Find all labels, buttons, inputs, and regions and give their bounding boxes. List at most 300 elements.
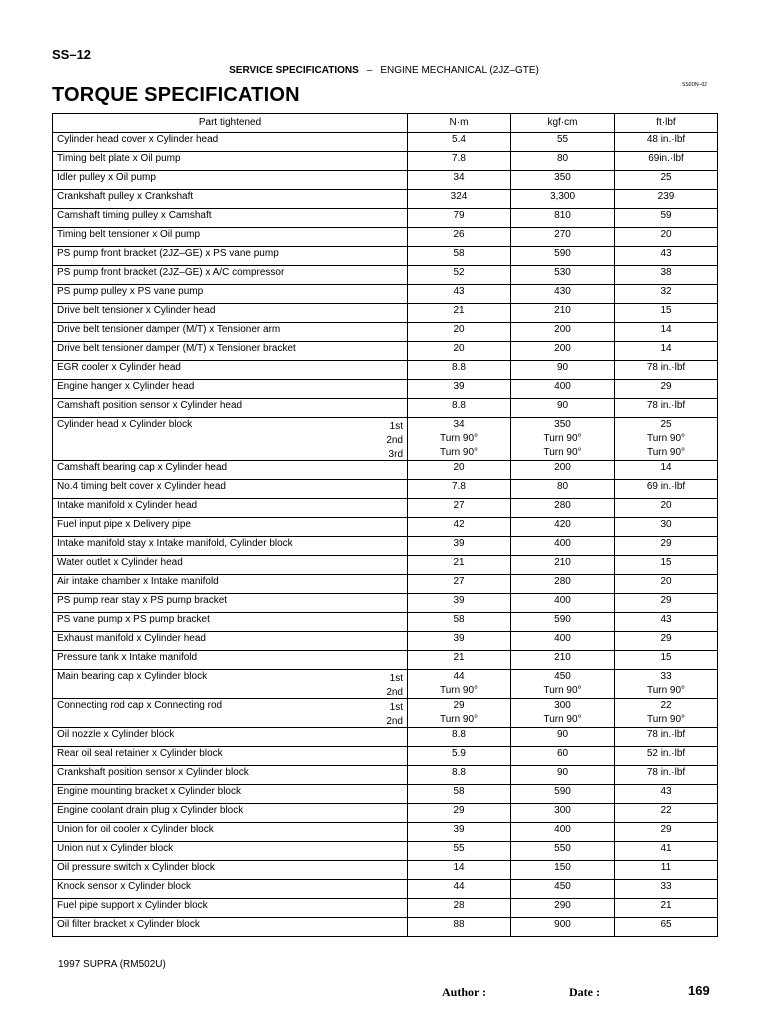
value: 3,300 [549,191,576,202]
value: 20 [453,324,465,335]
value: 590 [554,614,571,625]
nm-cell [408,823,511,842]
part-name: EGR cooler x Cylinder head [57,362,181,373]
nm-cell [408,461,511,480]
kgfcm-cell [511,632,615,651]
part-name: Intake manifold x Cylinder head [57,500,198,511]
value: 88 [453,919,465,930]
value: 39 [453,824,465,835]
kgfcm-cell [511,823,615,842]
nm-cell [408,171,511,190]
part-cell [53,190,408,209]
part-name: Oil nozzle x Cylinder block [57,729,175,740]
part-cell [53,361,408,380]
step-label: 2nd [386,716,403,727]
table-row [53,651,718,670]
table-row [53,823,718,842]
part-name: Drive belt tensioner damper (M/T) x Tensioner arm [57,324,281,335]
part-name: Union nut x Cylinder block [57,843,174,854]
value: 43 [453,286,465,297]
kgfcm-cell [511,747,615,766]
table-row [53,285,718,304]
part-name: Camshaft timing pulley x Camshaft [57,210,212,221]
ftlbf-cell [615,537,718,556]
part-name: Engine coolant drain plug x Cylinder block [57,805,244,816]
part-name: Exhaust manifold x Cylinder head [57,633,206,644]
nm-cell [408,285,511,304]
kgfcm-cell [511,133,615,152]
part-name: Connecting rod cap x Connecting rod [57,700,223,711]
value: 39 [453,595,465,606]
nm-cell [408,399,511,418]
part-cell [53,556,408,575]
value: 400 [554,633,571,644]
kgfcm-cell [511,861,615,880]
part-name: Air intake chamber x Intake manifold [57,576,219,587]
value: 59 [660,210,672,221]
value: 32 [660,286,672,297]
value: Turn 90° [646,433,686,444]
column-header-part: Part tightened [53,114,408,133]
value: 280 [554,576,571,587]
value: 39 [453,381,465,392]
value: 25 [660,419,672,430]
value: 80 [556,481,569,492]
ftlbf-cell [615,842,718,861]
ftlbf-cell [615,190,718,209]
ftlbf-cell [615,728,718,747]
table-body [53,133,718,937]
value: 15 [660,652,672,663]
part-cell [53,228,408,247]
value: 210 [554,557,571,568]
footer-model: 1997 SUPRA (RM502U) [58,959,166,970]
value: 21 [453,557,465,568]
part-cell [53,499,408,518]
ftlbf-cell [615,133,718,152]
torque-spec-table [52,113,718,937]
part-cell [53,537,408,556]
nm-cell [408,613,511,632]
tightening-steps [386,420,403,462]
value: 5.4 [452,134,466,145]
footer-author-label: Author : [442,985,487,999]
table-row [53,728,718,747]
nm-cell [408,499,511,518]
value: Turn 90° [439,685,479,696]
table-row [53,594,718,613]
table-row [53,342,718,361]
kgfcm-cell [511,556,615,575]
value: 20 [453,462,465,473]
part-cell [53,304,408,323]
value: 14 [660,462,672,473]
table-row [53,747,718,766]
nm-cell [408,518,511,537]
ftlbf-cell [615,766,718,785]
ftlbf-cell [615,518,718,537]
table-row [53,518,718,537]
value: Turn 90° [646,685,686,696]
kgfcm-cell [511,285,615,304]
kgfcm-cell [511,152,615,171]
nm-cell [408,747,511,766]
part-cell [53,651,408,670]
ftlbf-cell [615,575,718,594]
ftlbf-cell [615,880,718,899]
value: Turn 90° [439,714,479,725]
part-name: Timing belt tensioner x Oil pump [57,229,201,240]
ftlbf-cell [615,804,718,823]
table-row [53,418,718,461]
nm-cell [408,480,511,499]
table-row [53,699,718,728]
ftlbf-cell [615,823,718,842]
nm-cell [408,632,511,651]
kgfcm-cell [511,842,615,861]
kgfcm-cell [511,418,615,461]
part-cell [53,766,408,785]
table-row [53,842,718,861]
section-separator: – [366,65,373,76]
nm-cell [408,766,511,785]
kgfcm-cell [511,190,615,209]
value: 350 [554,419,571,430]
part-name: Camshaft bearing cap x Cylinder head [57,462,228,473]
kgfcm-cell [511,918,615,937]
ftlbf-cell [615,899,718,918]
part-name: Rear oil seal retainer x Cylinder block [57,748,223,759]
ftlbf-cell [615,747,718,766]
ftlbf-cell [615,499,718,518]
nm-cell [408,537,511,556]
value: 8.8 [452,400,466,411]
table-row [53,613,718,632]
section-subtitle: ENGINE MECHANICAL (2JZ–GTE) [380,65,539,76]
value: 38 [660,267,672,278]
value: 52 in.·lbf [646,748,686,759]
table-row [53,575,718,594]
ftlbf-cell [615,556,718,575]
value: 22 [660,805,672,816]
kgfcm-cell [511,361,615,380]
value: 29 [660,381,672,392]
kgfcm-cell [511,537,615,556]
ftlbf-cell [615,247,718,266]
value: 15 [660,305,672,316]
kgfcm-cell [511,399,615,418]
value: 29 [660,633,672,644]
tightening-steps [386,701,403,729]
nm-cell [408,880,511,899]
value: Turn 90° [543,714,582,725]
table-row [53,304,718,323]
value: 200 [554,343,571,354]
nm-cell [408,418,511,461]
value: 78 in.·lbf [646,729,686,740]
value: 20 [660,500,672,511]
kgfcm-cell [511,342,615,361]
value: 79 [453,210,465,221]
value: 300 [554,805,571,816]
part-cell [53,670,408,699]
step-label: 3rd [388,449,403,460]
nm-cell [408,899,511,918]
part-cell [53,594,408,613]
value: 21 [453,652,465,663]
kgfcm-cell [511,380,615,399]
value: 590 [554,786,571,797]
nm-cell [408,247,511,266]
value: 210 [554,305,571,316]
value: 8.8 [452,767,466,778]
ftlbf-cell [615,285,718,304]
value: 34 [453,419,465,430]
nm-cell [408,842,511,861]
table-row [53,537,718,556]
kgfcm-cell [511,728,615,747]
part-cell [53,575,408,594]
value: Turn 90° [646,447,686,458]
table-row [53,918,718,937]
section-title: SERVICE SPECIFICATIONS [229,65,359,76]
value: 20 [660,576,672,587]
part-cell [53,785,408,804]
column-header-nm: N·m [408,114,511,133]
value: 26 [453,229,465,240]
ftlbf-cell [615,304,718,323]
value: 22 [660,700,672,711]
part-name: Fuel input pipe x Delivery pipe [57,519,191,530]
value: 42 [453,519,465,530]
table-row [53,670,718,699]
value: 29 [453,700,465,711]
table-row [53,380,718,399]
part-name: Intake manifold stay x Intake manifold, Cylinder block [57,538,293,549]
value: 90 [556,362,569,373]
part-name: Engine hanger x Cylinder head [57,381,195,392]
value: 48 in.·lbf [646,134,686,145]
nm-cell [408,594,511,613]
ftlbf-cell [615,594,718,613]
part-name: Pressure tank x Intake manifold [57,652,198,663]
value: 450 [554,881,571,892]
part-cell [53,861,408,880]
value: 400 [554,538,571,549]
value: 550 [554,843,571,854]
ftlbf-cell [615,323,718,342]
table-row [53,461,718,480]
kgfcm-cell [511,613,615,632]
part-name: PS pump rear stay x PS pump bracket [57,595,228,606]
part-cell [53,613,408,632]
value: 27 [453,576,465,587]
table-row [53,804,718,823]
nm-cell [408,670,511,699]
part-name: Oil pressure switch x Cylinder block [57,862,215,873]
nm-cell [408,266,511,285]
value: 200 [554,462,571,473]
part-cell [53,152,408,171]
value: 25 [660,172,672,183]
value: 90 [556,400,569,411]
part-cell [53,209,408,228]
kgfcm-cell [511,594,615,613]
step-label: 1st [389,673,403,684]
value: 58 [453,786,465,797]
value: 44 [453,671,465,682]
part-name: PS pump pulley x PS vane pump [57,286,204,297]
nm-cell [408,304,511,323]
part-cell [53,518,408,537]
value: 44 [453,881,465,892]
kgfcm-cell [511,461,615,480]
value: 530 [554,267,571,278]
value: 90 [556,767,569,778]
ftlbf-cell [615,266,718,285]
value: 270 [554,229,571,240]
table-row [53,499,718,518]
kgfcm-cell [511,499,615,518]
value: 27 [453,500,465,511]
value: 41 [660,843,672,854]
nm-cell [408,380,511,399]
table-row [53,480,718,499]
part-cell [53,399,408,418]
kgfcm-cell [511,899,615,918]
value: 14 [453,862,465,873]
kgfcm-cell [511,766,615,785]
table-row [53,171,718,190]
value: 29 [660,824,672,835]
part-cell [53,380,408,399]
kgfcm-cell [511,651,615,670]
part-cell [53,418,408,461]
ftlbf-cell [615,380,718,399]
part-cell [53,804,408,823]
part-cell [53,842,408,861]
value: 20 [453,343,465,354]
ftlbf-cell [615,152,718,171]
part-name: Fuel pipe support x Cylinder block [57,900,208,911]
part-name: Timing belt plate x Oil pump [57,153,181,164]
value: Turn 90° [543,447,582,458]
part-cell [53,461,408,480]
value: 7.8 [452,153,466,164]
value: 7.8 [452,481,466,492]
table-row [53,399,718,418]
value: 15 [660,557,672,568]
value: Turn 90° [646,714,686,725]
value: 65 [660,919,672,930]
table-row [53,247,718,266]
table-row [53,190,718,209]
ftlbf-cell [615,361,718,380]
ftlbf-cell [615,632,718,651]
value: 400 [554,381,571,392]
value: 39 [453,538,465,549]
table-row [53,133,718,152]
part-cell [53,632,408,651]
nm-cell [408,361,511,380]
value: Turn 90° [439,433,479,444]
part-cell [53,823,408,842]
step-label: 1st [389,702,403,713]
table-row [53,899,718,918]
part-name: No.4 timing belt cover x Cylinder head [57,481,226,492]
part-cell [53,699,408,728]
nm-cell [408,152,511,171]
nm-cell [408,209,511,228]
table-row [53,361,718,380]
kgfcm-cell [511,880,615,899]
ftlbf-cell [615,670,718,699]
ftlbf-cell [615,399,718,418]
nm-cell [408,133,511,152]
value: 324 [450,191,468,202]
page-number: 169 [688,983,710,998]
part-cell [53,247,408,266]
value: 239 [657,191,675,202]
table-row [53,861,718,880]
value: 20 [660,229,672,240]
value: 43 [660,786,672,797]
value: 33 [660,881,672,892]
part-name: Crankshaft pulley x Crankshaft [57,191,194,202]
table-row [53,266,718,285]
part-name: Crankshaft position sensor x Cylinder block [57,767,249,778]
table-row [53,766,718,785]
value: Turn 90° [543,685,582,696]
nm-cell [408,785,511,804]
part-name: Union for oil cooler x Cylinder block [57,824,214,835]
table-row [53,152,718,171]
value: 400 [554,824,571,835]
part-name: Drive belt tensioner x Cylinder head [57,305,216,316]
kgfcm-cell [511,670,615,699]
value: 8.8 [452,362,466,373]
kgfcm-cell [511,804,615,823]
ftlbf-cell [615,461,718,480]
ftlbf-cell [615,228,718,247]
step-label: 2nd [386,687,403,698]
part-name: Cylinder head cover x Cylinder head [57,134,219,145]
value: 33 [660,671,672,682]
nm-cell [408,804,511,823]
value: 350 [554,172,571,183]
nm-cell [408,699,511,728]
nm-cell [408,861,511,880]
value: 21 [453,305,465,316]
value: 30 [660,519,672,530]
nm-cell [408,323,511,342]
tightening-steps [386,672,403,700]
ftlbf-cell [615,861,718,880]
part-cell [53,342,408,361]
kgfcm-cell [511,209,615,228]
ftlbf-cell [615,785,718,804]
part-name: Engine mounting bracket x Cylinder block [57,786,241,797]
value: 58 [453,248,465,259]
part-cell [53,918,408,937]
value: 55 [453,843,465,854]
part-name: PS pump front bracket (2JZ–GE) x A/C compressor [57,267,285,278]
value: 8.8 [452,729,466,740]
nm-cell [408,728,511,747]
part-cell [53,899,408,918]
nm-cell [408,575,511,594]
value: 29 [660,595,672,606]
